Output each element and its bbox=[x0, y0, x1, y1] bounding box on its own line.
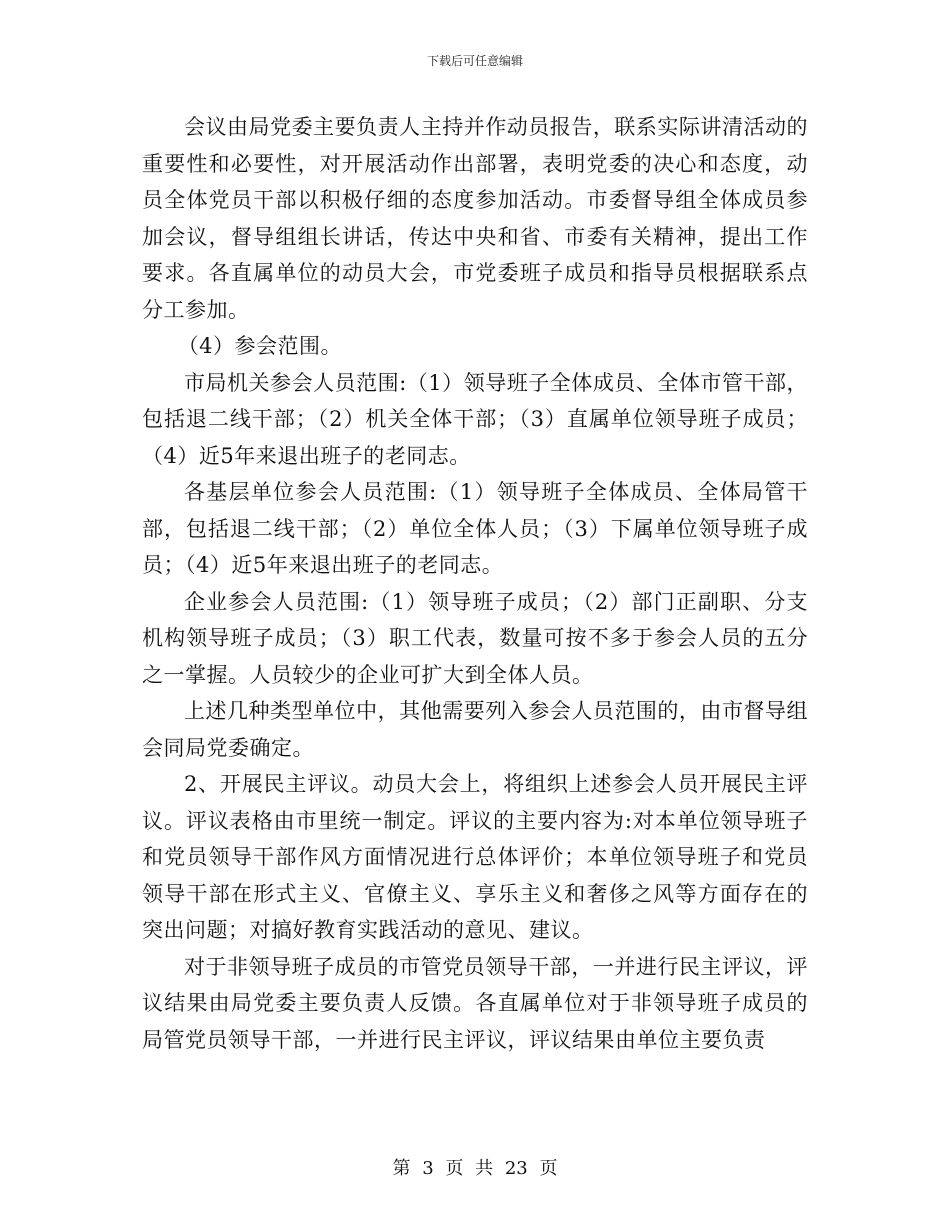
page-header-note: 下载后可任意编辑 bbox=[426, 54, 523, 68]
paragraph-democratic-review: 2、开展民主评议。动员大会上，将组织上述参会人员开展民主评议。评议表格由市里统一制定。评议的主要内容为:对本单位领导班子和党员领导干部作风方面情况进行总体评价；本单位领导班子和党员领导干部在形式主义、官僚主义、享乐主义和奢侈之风等方面存在的突出问题；对搞好教育实践活动的意见、建议。 bbox=[142, 772, 808, 942]
paragraph-non-leadership-review: 对于非领导班子成员的市管党员领导干部，一并进行民主评议，评议结果由局党委主要负责人反馈。各直属单位对于非领导班子成员的局管党员领导干部，一并进行民主评议，评议结果由单位主要负责 bbox=[142, 954, 808, 1052]
paragraph-other-units: 上述几种类型单位中，其他需要列入参会人员范围的，由市督导组会同局党委确定。 bbox=[142, 699, 808, 760]
paragraph-enterprise-scope: 企业参会人员范围:（1）领导班子成员；（2）部门正副职、分支机构领导班子成员；（3）职工代表，数量可按不多于参会人员的五分之一掌握。人员较少的企业可扩大到全体人员。 bbox=[142, 589, 808, 687]
document-body bbox=[142, 109, 808, 1058]
paragraph-scope-heading: （4）参会范围。 bbox=[177, 334, 343, 358]
paragraph-city-bureau-scope: 市局机关参会人员范围:（1）领导班子全体成员、全体市管干部，包括退二线干部；（2）机关全体干部；（3）直属单位领导班子成员；（4）近5年来退出班子的老同志。 bbox=[142, 370, 808, 468]
paragraph-meeting-host: 会议由局党委主要负责人主持并作动员报告，联系实际讲清活动的重要性和必要性，对开展活动作出部署，表明党委的决心和态度，动员全体党员干部以积极仔细的态度参加活动。市委督导组全体成员参加会议，督导组组长讲话，传达中央和省、市委有关精神，提出工作要求。各直属单位的动员大会，市党委班子成员和指导员根据联系点分工参加。 bbox=[142, 115, 808, 322]
page-number-footer: 第 3 页 共 23 页 bbox=[392, 1158, 558, 1179]
paragraph-grassroots-scope: 各基层单位参会人员范围:（1）领导班子全体成员、全体局管干部，包括退二线干部；（2）单位全体人员；（3）下属单位领导班子成员；（4）近5年来退出班子的老同志。 bbox=[142, 480, 808, 577]
